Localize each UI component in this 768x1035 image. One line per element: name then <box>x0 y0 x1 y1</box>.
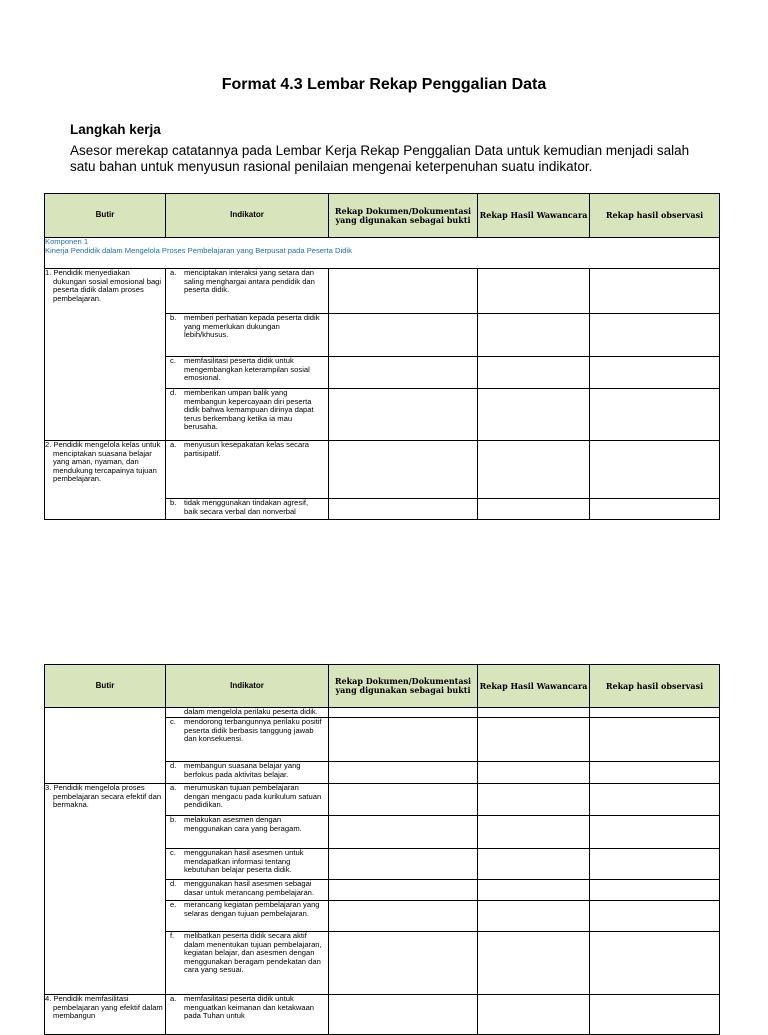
butir-cell <box>45 784 166 995</box>
indikator-text: dalam mengelola perilaku peserta didik. <box>184 707 318 716</box>
rekap-table-1 <box>44 193 720 520</box>
indikator-letter: c. <box>170 717 176 726</box>
observasi-cell[interactable] <box>590 314 720 357</box>
wawancara-cell[interactable] <box>478 718 590 762</box>
dokumen-cell[interactable] <box>329 357 478 389</box>
indikator-letter: b. <box>170 313 177 322</box>
indikator-cell <box>166 849 329 880</box>
header-butir: Butir <box>45 665 166 708</box>
observasi-cell[interactable] <box>590 499 720 520</box>
dokumen-cell[interactable] <box>329 499 478 520</box>
indikator-text: menggunakan hasil asesmen untuk mendapatkan informasi tentang kebutuhan belajar peserta didik. <box>184 848 304 875</box>
indikator-letter: a. <box>170 440 177 449</box>
indikator-text: menciptakan interaksi yang setara dan saling menghargai antara pendidik dan peserta didik. <box>184 268 315 295</box>
table-header-row <box>45 665 720 708</box>
instruction-paragraph: Asesor merekap catatannya pada Lembar Kerja Rekap Penggalian Data untuk kemudian menjadi salah satu bahan untuk menyusun rasional penilaian mengenai keterpenuhan suatu indikator. <box>70 143 690 174</box>
dokumen-cell[interactable] <box>329 269 478 314</box>
indikator-text: menyusun kesepakatan kelas secara partisipatif. <box>184 440 309 458</box>
indikator-cell <box>166 357 329 389</box>
indikator-text: melibatkan peserta didik secara aktif dalam menentukan tujuan pembelajaran, kegiatan belajar, dan asesmen dengan menggunakan beragam pendekatan dan cara yang sesuai. <box>184 931 322 975</box>
observasi-cell[interactable] <box>590 849 720 880</box>
wawancara-cell[interactable] <box>478 816 590 849</box>
observasi-cell[interactable] <box>590 932 720 995</box>
indikator-cell <box>166 441 329 499</box>
indikator-letter: c. <box>170 356 176 365</box>
section-heading: Langkah kerja <box>70 122 161 137</box>
table-row <box>45 784 720 816</box>
indikator-text: mendorong terbangunnya perilaku positif peserta didik berbasis tanggung jawab dan konsekuensi. <box>184 717 322 744</box>
observasi-cell[interactable] <box>590 901 720 932</box>
observasi-cell[interactable] <box>590 389 720 441</box>
dokumen-cell[interactable] <box>329 880 478 901</box>
dokumen-cell[interactable] <box>329 784 478 816</box>
indikator-letter: d. <box>170 761 177 770</box>
header-dokumen: Rekap Dokumen/Dokumentasi yang digunakan sebagai bukti <box>329 194 478 238</box>
header-wawancara: Rekap Hasil Wawancara <box>478 194 590 238</box>
indikator-cell <box>166 708 329 718</box>
indikator-letter: b. <box>170 498 177 507</box>
indikator-text: tidak menggunakan tindakan agresif, baik secara verbal dan nonverbal <box>184 498 309 516</box>
butir-cell <box>45 441 166 520</box>
table-row <box>45 995 720 1035</box>
observasi-cell[interactable] <box>590 784 720 816</box>
observasi-cell[interactable] <box>590 708 720 718</box>
indikator-cell <box>166 932 329 995</box>
wawancara-cell[interactable] <box>478 269 590 314</box>
dokumen-cell[interactable] <box>329 995 478 1035</box>
rekap-table-2 <box>44 664 720 1035</box>
wawancara-cell[interactable] <box>478 357 590 389</box>
dokumen-cell[interactable] <box>329 901 478 932</box>
wawancara-cell[interactable] <box>478 708 590 718</box>
observasi-cell[interactable] <box>590 718 720 762</box>
header-butir: Butir <box>45 194 166 238</box>
indikator-letter: e. <box>170 900 177 909</box>
dokumen-cell[interactable] <box>329 849 478 880</box>
indikator-cell <box>166 762 329 784</box>
butir-cell <box>45 708 166 784</box>
indikator-cell <box>166 901 329 932</box>
komponen-cell <box>45 238 720 269</box>
observasi-cell[interactable] <box>590 357 720 389</box>
dokumen-cell[interactable] <box>329 389 478 441</box>
header-observasi: Rekap hasil observasi <box>590 665 720 708</box>
indikator-cell <box>166 269 329 314</box>
observasi-cell[interactable] <box>590 816 720 849</box>
observasi-cell[interactable] <box>590 880 720 901</box>
komponen-label: Komponen 1 <box>45 237 89 246</box>
wawancara-cell[interactable] <box>478 389 590 441</box>
table-header-row <box>45 194 720 238</box>
komponen-row <box>45 238 720 269</box>
indikator-cell <box>166 499 329 520</box>
indikator-letter: a. <box>170 994 177 1003</box>
header-indikator: Indikator <box>166 665 329 708</box>
indikator-text: memfasilitasi peserta didik untuk menguatkan keimanan dan ketakwaan pada Tuhan untuk <box>184 994 315 1021</box>
indikator-cell <box>166 389 329 441</box>
indikator-cell <box>166 314 329 357</box>
indikator-text: merumuskan tujuan pembelajaran dengan mengacu pada kurikulum satuan pendidikan. <box>184 783 322 810</box>
wawancara-cell[interactable] <box>478 314 590 357</box>
dokumen-cell[interactable] <box>329 816 478 849</box>
indikator-letter: a. <box>170 783 177 792</box>
wawancara-cell[interactable] <box>478 499 590 520</box>
wawancara-cell[interactable] <box>478 901 590 932</box>
indikator-text: melakukan asesmen dengan menggunakan cara yang beragam. <box>184 815 302 833</box>
page-title: Format 4.3 Lembar Rekap Penggalian Data <box>221 76 547 93</box>
observasi-cell[interactable] <box>590 995 720 1035</box>
dokumen-cell[interactable] <box>329 441 478 499</box>
butir-cell <box>45 269 166 441</box>
indikator-letter: c. <box>170 848 176 857</box>
wawancara-cell[interactable] <box>478 762 590 784</box>
komponen-name: Kinerja Pendidik dalam Mengelola Proses Pembelajaran yang Berpusat pada Peserta Didik <box>45 245 352 255</box>
wawancara-cell[interactable] <box>478 849 590 880</box>
dokumen-cell[interactable] <box>329 708 478 718</box>
header-indikator: Indikator <box>166 194 329 238</box>
observasi-cell[interactable] <box>590 441 720 499</box>
indikator-letter: a. <box>170 268 177 277</box>
butir-cell <box>45 995 166 1035</box>
butir-text: 1. Pendidik menyediakan dukungan sosial emosional bagi peserta didik dalam proses pembelajaran. <box>45 268 162 303</box>
indikator-text: memberikan umpan balik yang membangun kepercayaan diri peserta didik bahwa kemampuan dirinya dapat terus berkembang ketika ia mau berusaha. <box>184 388 314 432</box>
observasi-cell[interactable] <box>590 762 720 784</box>
indikator-cell <box>166 816 329 849</box>
dokumen-cell[interactable] <box>329 932 478 995</box>
dokumen-cell[interactable] <box>329 314 478 357</box>
indikator-text: menggunakan hasil asesmen sebagai dasar untuk merancang pembelajaran. <box>184 879 315 897</box>
indikator-cell <box>166 880 329 901</box>
header-dokumen: Rekap Dokumen/Dokumentasi yang digunakan sebagai bukti <box>329 665 478 708</box>
indikator-letter: d. <box>170 879 177 888</box>
indikator-letter: f. <box>170 931 175 940</box>
indikator-text: merancang kegiatan pembelajaran yang selaras dengan tujuan pembelajaran. <box>184 900 320 918</box>
indikator-letter: d. <box>170 388 177 397</box>
header-wawancara: Rekap Hasil Wawancara <box>478 665 590 708</box>
butir-text: 3. Pendidik mengelola proses pembelajaran secara efektif dan bermakna. <box>45 783 162 810</box>
butir-text: 4. Pendidik memfasilitasi pembelajaran yang efektif dalam membangun <box>45 994 163 1021</box>
butir-text: 2. Pendidik mengelola kelas untuk menciptakan suasana belajar yang aman, nyaman, dan mendukung tercapainya tujuan pembelajaran. <box>45 440 161 484</box>
dokumen-cell[interactable] <box>329 762 478 784</box>
wawancara-cell[interactable] <box>478 441 590 499</box>
wawancara-cell[interactable] <box>478 784 590 816</box>
table-row <box>45 441 720 499</box>
wawancara-cell[interactable] <box>478 932 590 995</box>
indikator-text: membangun suasana belajar yang berfokus pada aktivitas belajar. <box>184 761 301 779</box>
indikator-cell <box>166 784 329 816</box>
indikator-cell <box>166 718 329 762</box>
indikator-text: memfasilitasi peserta didik untuk mengembangkan keterampilan sosial emosional. <box>184 356 310 383</box>
indikator-cell <box>166 995 329 1035</box>
indikator-letter: b. <box>170 815 177 824</box>
observasi-cell[interactable] <box>590 269 720 314</box>
dokumen-cell[interactable] <box>329 718 478 762</box>
wawancara-cell[interactable] <box>478 880 590 901</box>
table-row <box>45 708 720 718</box>
wawancara-cell[interactable] <box>478 995 590 1035</box>
indikator-text: memberi perhatian kepada peserta didik yang memerlukan dukungan lebih/khusus. <box>184 313 320 340</box>
header-observasi: Rekap hasil observasi <box>590 194 720 238</box>
table-row <box>45 269 720 314</box>
